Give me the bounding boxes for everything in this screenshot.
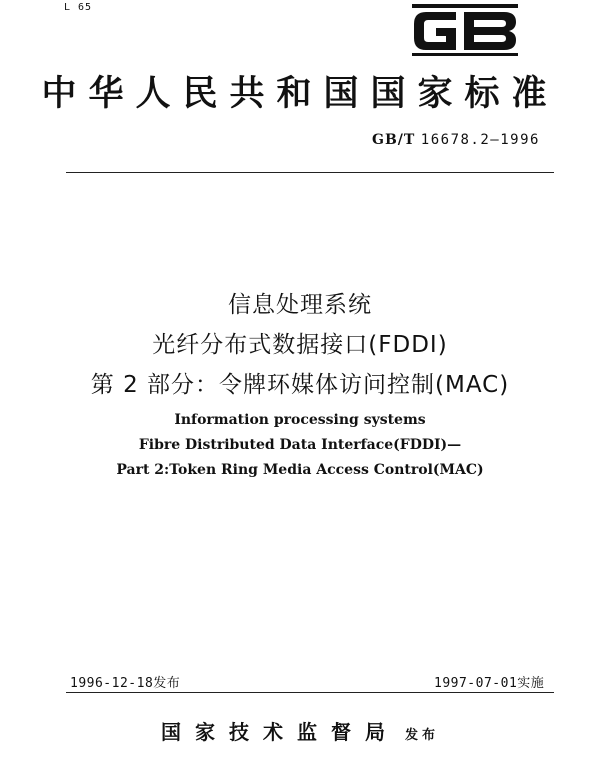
publisher-name: 国家技术监督局 <box>160 720 399 744</box>
implementation-label: 实施 <box>517 676 545 691</box>
header-divider <box>66 172 554 173</box>
publisher-action: 发布 <box>404 728 439 743</box>
footer-divider <box>66 692 554 693</box>
title-en-line-3: Part 2:Token Ring Media Access Control(MAC) <box>116 462 484 478</box>
issue-date <box>70 672 180 691</box>
title-zh-line-3: 第 2 部分：令牌环媒体访问控制(MAC) <box>90 372 510 398</box>
title-zh-line-1: 信息处理系统 <box>228 292 372 318</box>
ics-code: L 65 <box>64 2 93 13</box>
implementation-date-value: 1997-07-01 <box>434 676 518 691</box>
standard-number-value: 16678.2—1996 <box>420 132 540 148</box>
standard-number <box>372 132 540 148</box>
standard-code: GB/T <box>372 132 416 148</box>
title-en-line-2: Fibre Distributed Data Interface(FDDI)— <box>138 437 462 453</box>
implementation-date <box>434 672 544 691</box>
title-zh-line-2: 光纤分布式数据接口(FDDI) <box>152 332 448 358</box>
title-en-line-1: Information processing systems <box>174 412 426 428</box>
issue-date-value: 1996-12-18 <box>70 676 154 691</box>
issue-label: 发布 <box>153 676 181 691</box>
gb-logo-icon <box>404 2 524 58</box>
publisher <box>0 716 600 745</box>
standard-title: 中华人民共和国国家标准 <box>41 73 559 114</box>
